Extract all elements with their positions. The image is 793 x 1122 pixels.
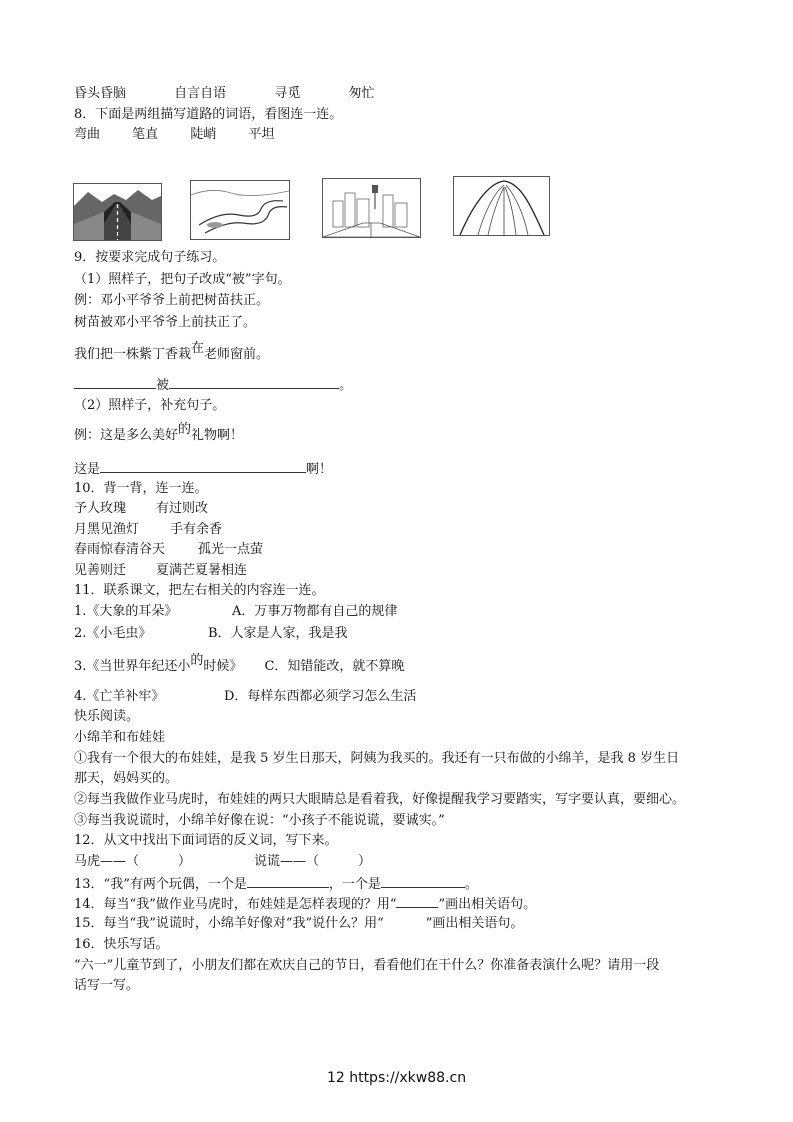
q10-right: 手有余香	[170, 522, 223, 537]
sentence-text: 老师窗前。	[204, 347, 270, 362]
page-footer: 12 https://xkw88.cn	[326, 1070, 467, 1086]
q7-word-row	[74, 86, 374, 102]
blank-text: 被	[156, 378, 170, 393]
q8-word: 弯曲	[74, 127, 101, 142]
q11-left: 1.《大象的耳朵》	[74, 604, 178, 619]
q10-row	[74, 563, 247, 579]
answer-blank[interactable]	[381, 875, 465, 888]
question-text: 15．每当“我”说谎时，小绵羊好像对“我”说什么？用“	[74, 916, 384, 931]
passage-title: 小绵羊和布娃娃	[74, 730, 166, 745]
q10-left: 春雨惊春清谷天	[74, 542, 166, 557]
q11-left: 4.《亡羊补牢》	[74, 689, 165, 704]
q8-title: 8．下面是两组描写道路的词语，看图连一连。	[74, 107, 343, 122]
q11-left: 3.《当世界年纪还小	[74, 659, 191, 674]
answer-blank[interactable]	[74, 376, 156, 389]
passage-paragraph: 那天，妈妈买的。	[74, 771, 179, 786]
q9-title: 9．按要求完成句子练习。	[74, 250, 226, 265]
question-text: 13．“我”有两个玩偶，一个是	[74, 877, 247, 892]
question-text: ”画出相关语句。	[425, 916, 524, 931]
blank-text: 这是	[74, 462, 101, 477]
q12-item: 说谎——（ ）	[254, 854, 372, 869]
q7-word: 自言自语	[174, 86, 227, 101]
example-text: 例：这是多么美好	[74, 428, 179, 443]
q10-row	[74, 542, 263, 558]
city-road-picture	[322, 178, 421, 238]
steep-mountain-picture	[453, 176, 550, 236]
q16-title: 16．快乐写话。	[74, 937, 169, 952]
blank-text: 啊！	[306, 462, 333, 477]
example-text: 礼物啊！	[191, 428, 244, 443]
sentence-text: 我们把一株紫丁香栽	[74, 347, 192, 362]
q12-row	[74, 854, 371, 870]
passage-paragraph: ②每当我做作业马虎时，布娃娃的两只大眼睛总是看着我，好像提醒我学习要踏实，写字要认真，要细心。	[74, 792, 686, 807]
q10-left: 月黑见渔灯	[74, 522, 140, 537]
question-text: ”画出相关语句。	[438, 897, 537, 912]
q9-fill-line1	[74, 376, 352, 394]
q12-title: 12．从文中找出下面词语的反义词，写下来。	[74, 833, 338, 848]
q11-left: 时候》	[203, 659, 243, 674]
answer-blank[interactable]	[247, 875, 329, 888]
q8-word: 平坦	[248, 127, 275, 142]
q11-row	[74, 689, 416, 705]
q9-sentence	[74, 341, 270, 363]
q10-right: 有过则改	[156, 501, 209, 516]
q11-right: C．知错能改，就不算晚	[264, 659, 405, 674]
blank-text: 。	[339, 378, 353, 393]
q9-example1: 例：邓小平爷爷上前把树苗扶正。	[74, 293, 270, 308]
q10-title: 10．背一背，连一连。	[74, 481, 208, 496]
q14-question	[74, 895, 536, 913]
q11-left: 2.《小毛虫》	[74, 626, 152, 641]
straight-road-picture	[73, 183, 162, 241]
q10-row	[74, 522, 222, 538]
question-text: 14．每当“我”做作业马虎时，布娃娃是怎样表现的？用“	[74, 897, 397, 912]
q8-word-row	[74, 127, 274, 143]
q10-right: 孤光一点萤	[198, 542, 264, 557]
sentence-raised-char: 在	[191, 341, 205, 356]
q10-left: 予人玫瑰	[74, 501, 127, 516]
answer-blank[interactable]	[100, 460, 306, 473]
q7-word: 匆忙	[348, 86, 375, 101]
winding-road-picture	[190, 180, 290, 240]
q10-row	[74, 501, 208, 517]
q11-right: A．万事万物都有自己的规律	[232, 604, 398, 619]
q10-right: 夏满芒夏暑相连	[156, 563, 248, 578]
q11-right: B．人家是人家，我是我	[208, 626, 348, 641]
q9-answer1: 树苗被邓小平爷爷上前扶正了。	[74, 315, 257, 330]
q7-word: 昏头昏脑	[74, 86, 127, 101]
q9-example2	[74, 422, 244, 444]
q11-row	[74, 626, 348, 642]
q16-prompt: “六一”儿童节到了，小朋友们都在欢庆自己的节日，看看他们在干什么？你准备表演什么呢？请用一段	[74, 958, 660, 973]
q11-right: D．每样东西都必须学习怎么生活	[224, 689, 417, 704]
q9-part1-title: （1）照样子，把句子改成“被”字句。	[74, 272, 291, 287]
q11-raised-char: 的	[190, 653, 204, 668]
q8-word: 笔直	[132, 127, 159, 142]
example-raised-char: 的	[178, 422, 192, 437]
passage-paragraph: ①我有一个很大的布娃娃，是我 5 岁生日那天，阿姨为我买的。我还有一只布做的小绵羊，是我 8 岁生日	[74, 751, 680, 766]
q11-row	[74, 604, 397, 620]
passage-paragraph: ③每当我说谎时，小绵羊好像在说：“小孩子不能说谎，要诚实。”	[74, 813, 445, 828]
q9-fill-line2	[74, 460, 332, 478]
q12-item: 马虎——（ ）	[74, 854, 192, 869]
underline-mark-sample	[396, 895, 438, 908]
q11-title: 11．联系课文，把左右相关的内容连一连。	[74, 583, 325, 598]
q8-word: 陡峭	[190, 127, 217, 142]
question-text: ，一个是	[328, 877, 381, 892]
q15-question	[74, 916, 523, 932]
q10-left: 见善则迁	[74, 563, 127, 578]
reading-heading: 快乐阅读。	[74, 709, 140, 724]
answer-blank[interactable]	[169, 376, 339, 389]
q11-row	[74, 653, 405, 675]
q16-prompt: 话写一写。	[74, 978, 140, 993]
q13-question	[74, 875, 478, 893]
question-text: 。	[464, 877, 478, 892]
q9-part2-title: （2）照样子，补充句子。	[74, 398, 226, 413]
q7-word: 寻觅	[274, 86, 301, 101]
